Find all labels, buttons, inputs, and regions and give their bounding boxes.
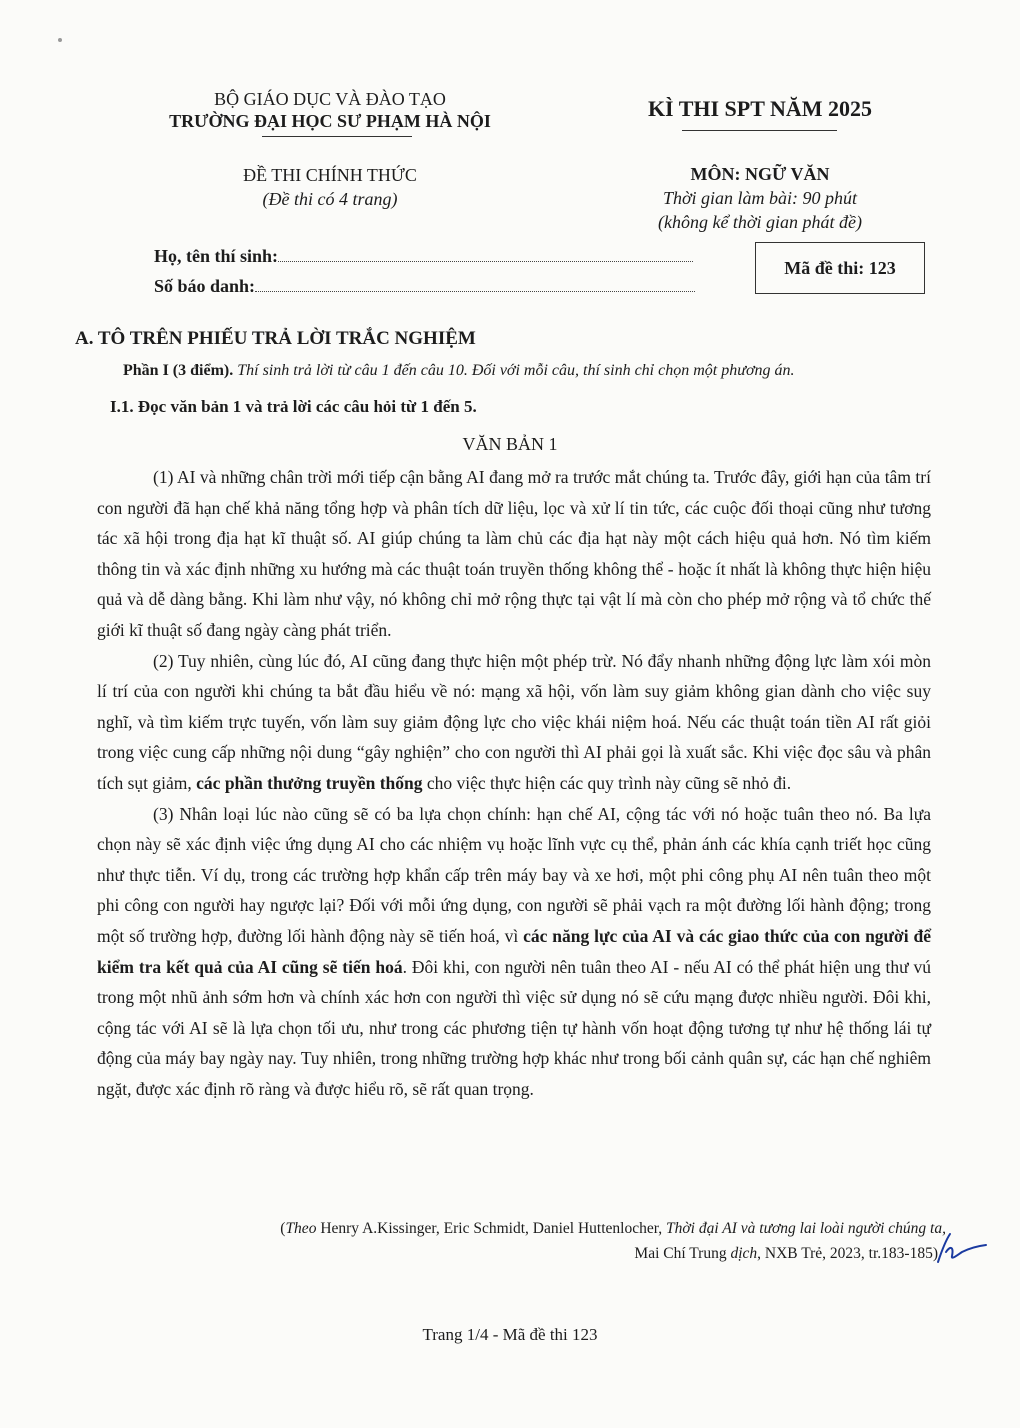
paragraph-3-text-a: (3) Nhân loại lúc nào cũng sẽ có ba lựa chọn chính: hạn chế AI, cộng tác với nó hoặc tuân theo nó. Ba lựa chọn này sẽ xác định việc ứng dụng AI cho các nhiệm vụ hoặc lĩnh vực cụ thể, phản ánh các khía cạnh triết học cũng như thực tiễn. Ví dụ, trong các trường hợp khẩn cấp trên máy bay và xe hơi, một phi công phụ AI nên tuân theo một phi công con người hay ngược lại? Đối với mỗi ứng dụng, con người sẽ phải vạch ra một đường lối hành động; trong một số trường hợp, đường lối hành động này sẽ tiến hoá, vì	[97, 803, 931, 946]
time-note: (không kể thời gian phát đề)	[657, 212, 863, 232]
citation-theo: Theo	[285, 1220, 317, 1237]
paragraph-2-text-b: cho việc thực hiện các quy trình này cũng sẽ nhỏ đi.	[422, 772, 792, 793]
exam-title-underline	[682, 130, 837, 131]
section-a-title: A. TÔ TRÊN PHIẾU TRẢ LỜI TRẮC NGHIỆM	[75, 328, 476, 349]
part-1-line	[123, 362, 923, 380]
citation-book: Thời đại AI và tương lai loài người chúng ta,	[666, 1220, 946, 1237]
subsection-title: I.1. Đọc văn bản 1 và trả lời các câu hỏi từ 1 đến 5.	[110, 397, 477, 416]
subject-block	[600, 162, 920, 234]
subject-label: MÔN: NGỮ VĂN	[690, 164, 830, 184]
official-label: ĐỀ THI CHÍNH THỨC	[243, 165, 417, 185]
text-title: VĂN BẢN 1	[462, 434, 558, 454]
candidate-name-line	[278, 248, 693, 262]
part-1-label: Phần I (3 điểm).	[123, 362, 234, 379]
university-underline	[262, 136, 412, 137]
candidate-id-label: Số báo danh:	[154, 276, 256, 296]
candidate-name-field	[154, 246, 693, 267]
paragraph-1: (1) AI và những chân trời mới tiếp cận bằng AI đang mở ra trước mắt chúng ta. Trước đây, giới hạn của tâm trí con người đã hạn chế khả năng tổng hợp và phân tích dữ liệu, lọc và xử lí tin tức, các cuộc đối thoại cũng như tương tác xã hội trong địa hạt kĩ thuật số. AI giúp chúng ta làm chủ các địa hạt này một cách hiệu quả hơn. Nó tìm kiếm thông tin và xác định những xu hướng mà các thuật toán truyền thống không thể - hoặc ít nhất là không thực hiện hiệu quả và dễ dàng bằng. Khi làm như vậy, nó không chỉ mở rộng thực tại vật lí mà còn cho phép mở rộng và tổ chức thế giới kĩ thuật số đang ngày càng phát triển.	[97, 467, 931, 640]
exam-code-box: Mã đề thi: 123	[755, 242, 925, 294]
citation-translator: Mai Chí Trung	[634, 1245, 731, 1262]
university-name: TRƯỜNG ĐẠI HỌC SƯ PHẠM HÀ NỘI	[169, 111, 491, 131]
part-1-instruction: Thí sinh trả lời từ câu 1 đến câu 10. Đối với mỗi câu, thí sinh chỉ chọn một phương án.	[233, 362, 795, 379]
official-block	[180, 163, 480, 211]
citation-authors: Henry A.Kissinger, Eric Schmidt, Daniel Huttenlocher,	[316, 1220, 667, 1237]
pages-note: (Đề thi có 4 trang)	[262, 189, 398, 209]
exam-title: KÌ THI SPT NĂM 2025	[647, 96, 873, 121]
ministry-name: BỘ GIÁO DỤC VÀ ĐÀO TẠO	[214, 89, 446, 109]
paragraph-3-bold: các năng lực của AI và các giao thức của con người để kiểm tra kết quả của AI cũng sẽ tiến hoá	[97, 925, 931, 977]
paragraph-2	[97, 646, 931, 799]
paragraph-2-bold: các phần thưởng truyền thống	[196, 772, 423, 793]
citation-dich: dịch	[730, 1245, 758, 1262]
citation-line-2	[100, 1245, 938, 1263]
paragraph-2-text-a: (2) Tuy nhiên, cùng lúc đó, AI cũng đang thực hiện một phép trừ. Nó đẩy nhanh những động lực làm xói mòn lí trí của con người khi chúng ta bắt đầu hiểu về nó: mạng xã hội, vốn làm suy giảm không gian dành cho việc suy nghĩ, và tìm kiếm trực tuyến, vốn làm suy giảm động lực cho việc khái niệm hoá. Nếu các thuật toán tiền AI rất giỏi trong việc cung cấp những nội dung “gây nghiện” cho con người thì AI phải gọi là xuất sắc. Khi việc đọc sâu và phân tích sụt giảm,	[97, 650, 931, 793]
citation-line-1	[100, 1220, 946, 1238]
time-label: Thời gian làm bài: 90 phút	[662, 188, 858, 208]
citation-publisher: , NXB Trẻ, 2023, tr.183-185)	[757, 1245, 938, 1262]
page-footer: Trang 1/4 - Mã đề thi 123	[422, 1325, 598, 1344]
passage	[97, 462, 931, 1104]
scan-speck	[58, 38, 62, 42]
candidate-id-field	[154, 276, 695, 297]
paragraph-3-text-b: . Đôi khi, con người nên tuân theo AI - nếu AI có thể phát hiện ung thư vú trong một nhũ ảnh sớm hơn và chính xác hơn con người thì việc sử dụng nó sẽ cứu mạng được nhiều người. Đôi khi, cộng tác với AI sẽ là lựa chọn tối ưu, như trong các phương tiện tự hành vốn hoạt động tương tự như hệ thống lái tự động của máy bay ngày nay. Tuy nhiên, trong những trường hợp khác như trong bối cảnh quân sự, các hạn chế nghiêm ngặt, được xác định rõ ràng và được hiểu rõ, sẽ rất quan trọng.	[97, 956, 931, 1099]
signature-mark	[928, 1226, 988, 1266]
candidate-id-line	[255, 278, 695, 292]
citation-open: (	[280, 1220, 286, 1237]
header-left	[140, 88, 520, 132]
paragraph-3	[97, 799, 931, 1105]
candidate-name-label: Họ, tên thí sinh:	[154, 246, 279, 266]
